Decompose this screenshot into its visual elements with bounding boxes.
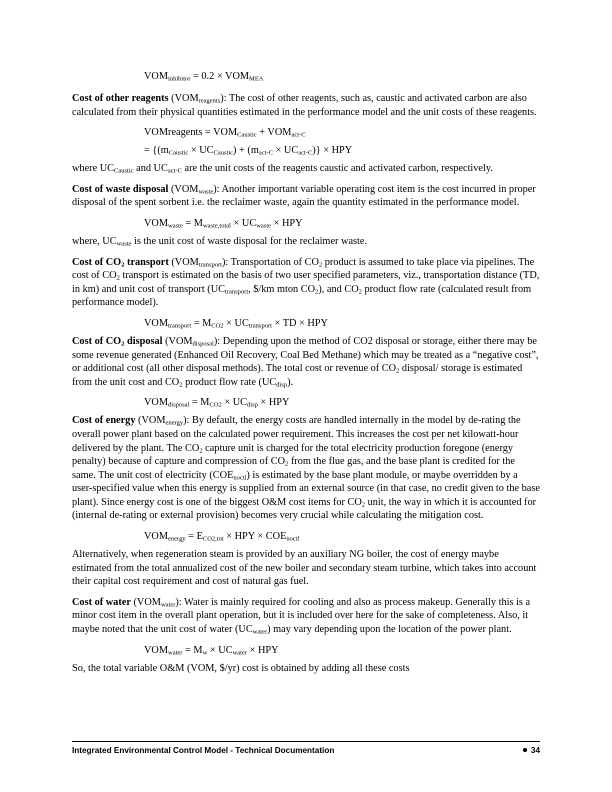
bullet-icon <box>523 748 527 752</box>
closing-sentence: So, the total variable O&M (VOM, $/yr) cost is obtained by adding all these costs <box>72 662 410 674</box>
waste-paragraph: Cost of waste disposal $(VOM_{waste})$: Another important variable operating cost item is the cost incurred in proper disposal of the spent sorbent i.e. the reclaimer waste, again the quantity estimated in the performance model. <box>72 183 536 209</box>
equation-inhibitor: $VOM_{inhibitor} = 0.2 \times VOM_{MEA}$ <box>144 71 264 83</box>
water-paragraph: Cost of water $(VOM_{water})$: Water is mainly required for cooling and also as process makeup. Generally this is a minor cost item in the overall plant operation, but it is included over here for the sake of completeness. Also, it maybe noted that the unit cost of water $(UC_{water})$ may vary depending upon the location of the power plant. <box>72 596 531 636</box>
equation-waste: $VOM_{waste} = M_{waste,total} \times UC_{waste}$ × HPY <box>144 217 303 230</box>
page-footer <box>72 746 540 755</box>
page-number: 34 <box>523 746 540 755</box>
equation-water: $VOM_{water} = M_w \times UC_{water}$ × HPY <box>144 644 279 657</box>
page-body <box>72 70 540 682</box>
energy-paragraph: Cost of energy $(VOM_{energy})$: By default, the energy costs are handled internally in the model by de-rating the overall power plant based on the calculated power requirement. This increases the cost per net kilowatt-hour delivered by the plant. The $CO_2$ capture unit is charged for the total electricity production foregone (energy penalty) because of capture and compression of $CO_2$ from the flue gas, and the base plant is credited for the same. The unit cost of electricity $(COE_{noctl})$ is estimated by the base plant module, or maybe overridden by a user-specified value when this energy is supplied from an external source (in that case, no credit given to the base plant). Since energy cost is one of the biggest O&M cost items for $CO_2$ unit, the way in which it is accounted for (internal de-rating or external provision) becomes very crucial while calculating the mitigation cost. <box>72 415 540 522</box>
reagents-paragraph: Cost of other reagents $(VOM_{reagents})$: The cost of other reagents, such as, caustic and activated carbon are also calculated from their physical quantities estimated in the performance model and the unit costs of these reagents. <box>72 93 537 118</box>
equation-energy: $VOM_{energy} = E_{CO2,tot}$ × HPY × $COE_{noctl}$ <box>144 531 300 543</box>
disposal-paragraph: Cost of $CO_2$ disposal $(VOM_{disposal})$: Depending upon the method of CO2 disposal or storage, either there may be some revenue generated (Enhanced Oil Recovery, Coal Bed Methane) which may be treated as a “negative cost”, or additional cost (all other disposal methods). The total cost or revenue of $CO_2$ disposal/ storage is estimated from the unit cost and $CO_2$ product flow rate $(UC_{disp})$. <box>72 335 539 389</box>
equation-disposal: $VOM_{disposal} = M_{CO2} \times UC_{disp}$ × HPY <box>144 397 290 409</box>
equation-transport: $VOM_{transport} = M_{CO2} \times UC_{transport}$ × TD × HPY <box>144 317 328 330</box>
equation-reagents-2: = $\{(m_{Caustic} \times UC_{Caustic}) + (m_{act-C} \times UC_{act-C})\}$ × HPY <box>144 145 353 157</box>
equation-reagents-1: VOMreagents = $VOM_{Caustic} + VOM_{act-C}$ <box>144 127 306 139</box>
alternative-paragraph: Alternatively, when regeneration steam is provided by an auxiliary NG boiler, the cost of energy maybe estimated from the total annualized cost of the new boiler and secondary steam turbine, which takes into account their capital cost requirement and cost of natural gas fuel. <box>72 549 537 588</box>
footer-rule <box>72 741 540 742</box>
reagents-where: where $UC_{Caustic}$ and $UC_{act-C}$ are the unit costs of the reagents caustic and activated carbon, respectively. <box>72 163 493 175</box>
transport-paragraph: Cost of $CO_2$ transport $(VOM_{transport})$: Transportation of $CO_2$ product is assumed to take place via pipelines. The cost of $CO_2$ transport is estimated on the basis of two user specified parameters, viz., transportation distance (TD, in km) and unit cost of transport ($UC_{transport}$, $/km mton $CO_2$), and $CO_2$ product flow rate (calculated result from performance model). <box>72 256 540 309</box>
footer-title: Integrated Environmental Control Model - Technical Documentation <box>72 746 335 755</box>
waste-where: where, $UC_{waste}$ is the unit cost of waste disposal for the reclaimer waste. <box>72 235 368 248</box>
